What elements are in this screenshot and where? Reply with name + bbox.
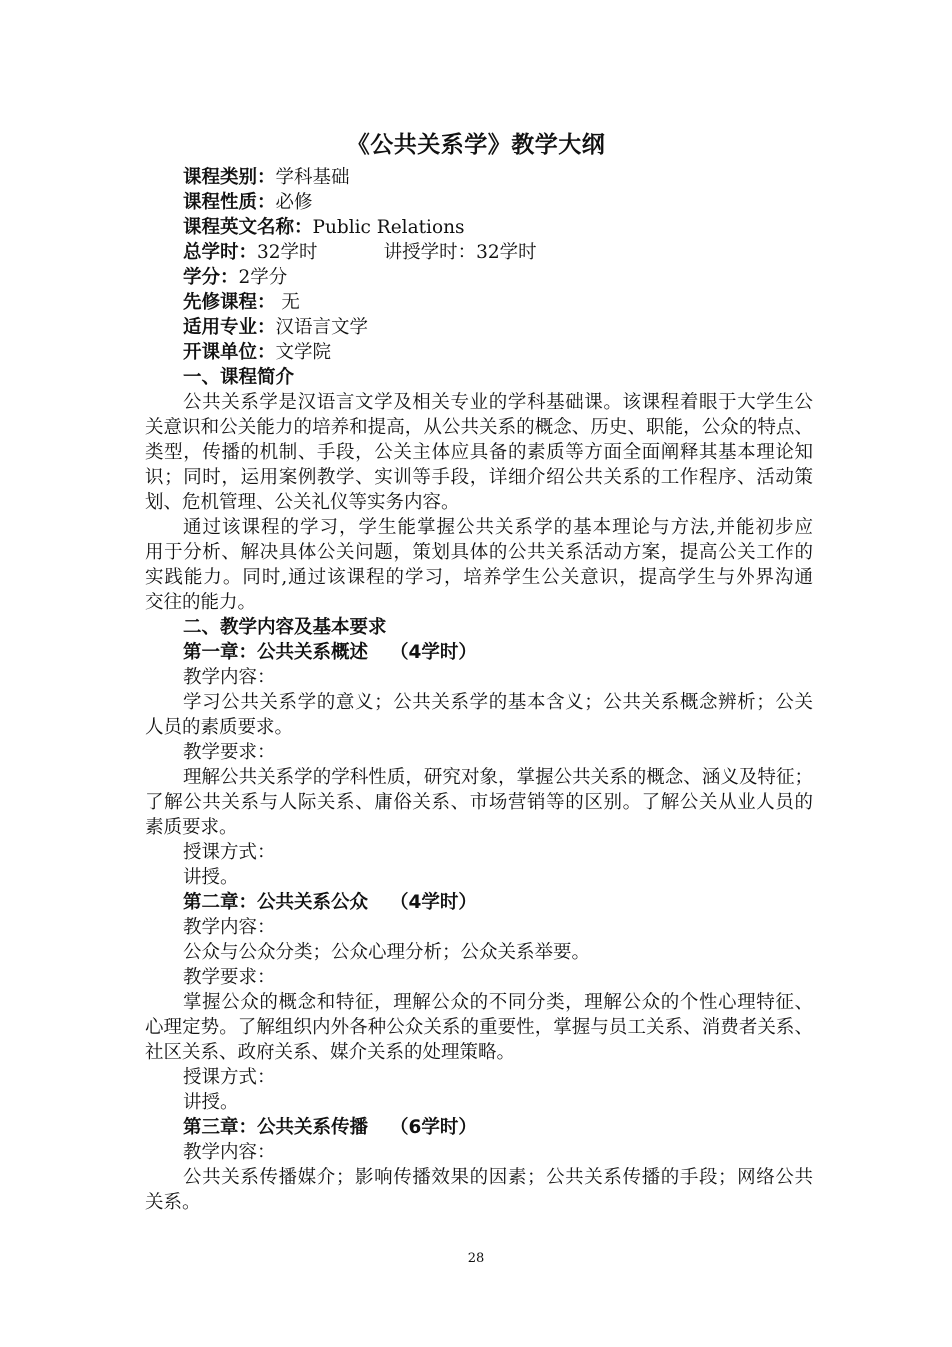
paragraph-line: 关系。 <box>145 1192 201 1213</box>
paragraph-line: 心理定势。了解组织内外各种公众关系的重要性，掌握与员工关系、消费者关系、 <box>145 1017 813 1038</box>
chapter-1-title: 第一章：公共关系概述 <box>183 642 369 663</box>
course-credits <box>183 265 813 290</box>
course-hours <box>183 240 813 265</box>
chapter-3-heading <box>183 1115 813 1140</box>
english-label: 课程英文名称： <box>183 217 313 238</box>
paragraph-line: 社区关系、政府关系、媒介关系的处理策略。 <box>145 1042 516 1063</box>
total-hours-value: 32学时 <box>257 242 318 263</box>
category-value: 学科基础 <box>275 167 350 188</box>
chapter-1-content-label: 教学内容： <box>183 667 276 688</box>
credits-label: 学分： <box>183 267 239 288</box>
total-hours-label: 总学时： <box>183 242 258 263</box>
category-label: 课程类别： <box>183 167 276 188</box>
prereq-value: 无 <box>275 292 300 313</box>
nature-label: 课程性质： <box>183 192 276 213</box>
chapter-2-method: 讲授。 <box>183 1092 239 1113</box>
chapter-2-req-label: 教学要求： <box>183 967 276 988</box>
chapter-3-title: 第三章：公共关系传播 <box>183 1117 369 1138</box>
chapter-1-method-label: 授课方式： <box>183 842 276 863</box>
page-number: 28 <box>467 1251 485 1266</box>
course-category <box>183 165 813 190</box>
paragraph-line: 交往的能力。 <box>145 592 257 613</box>
paragraph-line: 公共关系传播媒介；影响传播效果的因素；公共关系传播的手段；网络公共 <box>183 1167 813 1188</box>
major-value: 汉语言文学 <box>275 317 369 338</box>
paragraph-line: 关意识和公关能力的培养和提高，从公共关系的概念、历史、职能，公众的特点、 <box>145 417 813 438</box>
course-english-name <box>183 215 813 240</box>
prereq-label: 先修课程： <box>183 292 276 313</box>
chapter-2-title: 第二章：公共关系公众 <box>183 892 369 913</box>
paragraph-line: 素质要求。 <box>145 817 238 838</box>
course-department <box>183 340 813 365</box>
dept-value: 文学院 <box>275 342 332 363</box>
chapter-1-hours: （4学时） <box>390 642 477 663</box>
chapter-2-hours: （4学时） <box>390 892 477 913</box>
chapter-2-content: 公众与公众分类；公众心理分析；公众关系举要。 <box>183 942 591 963</box>
lecture-hours-value: 32学时 <box>476 242 537 263</box>
credits-value: 2学分 <box>238 267 288 288</box>
lecture-hours-label: 讲授学时： <box>383 242 477 263</box>
course-prerequisite <box>183 290 813 315</box>
paragraph-line: 人员的素质要求。 <box>145 717 294 738</box>
chapter-1-heading <box>183 640 813 665</box>
paragraph-line: 用于分析、解决具体公关问题，策划具体的公共关系活动方案，提高公关工作的 <box>145 542 813 563</box>
chapter-1-req-label: 教学要求： <box>183 742 276 763</box>
chapter-2-method-label: 授课方式： <box>183 1067 276 1088</box>
document-title: 《公共关系学》教学大纲 <box>346 132 606 158</box>
paragraph-line: 了解公共关系与人际关系、庸俗关系、市场营销等的区别。了解公关从业人员的 <box>145 792 813 813</box>
course-major <box>183 315 813 340</box>
chapter-2-heading <box>183 890 813 915</box>
paragraph-line: 通过该课程的学习，学生能掌握公共关系学的基本理论与方法,并能初步应 <box>183 517 813 538</box>
major-label: 适用专业： <box>183 317 276 338</box>
paragraph-line: 公共关系学是汉语言文学及相关专业的学科基础课。该课程着眼于大学生公 <box>183 392 813 413</box>
paragraph-line: 理解公共关系学的学科性质，研究对象，掌握公共关系的概念、涵义及特征； <box>183 767 813 788</box>
chapter-2-content-label: 教学内容： <box>183 917 276 938</box>
paragraph-line: 学习公共关系学的意义；公共关系学的基本含义；公共关系概念辨析；公关 <box>183 692 813 713</box>
english-value: Public Relations <box>312 217 465 238</box>
section-heading-intro: 一、课程简介 <box>183 367 295 388</box>
paragraph-line: 类型，传播的机制、手段，公关主体应具备的素质等方面全面阐释其基本理论知 <box>145 442 813 463</box>
paragraph-line: 实践能力。同时,通过该课程的学习，培养学生公关意识，提高学生与外界沟通 <box>145 567 813 588</box>
chapter-1-method: 讲授。 <box>183 867 239 888</box>
chapter-3-content-label: 教学内容： <box>183 1142 276 1163</box>
paragraph-line: 划、危机管理、公关礼仪等实务内容。 <box>145 492 460 513</box>
dept-label: 开课单位： <box>183 342 276 363</box>
section-heading-content: 二、教学内容及基本要求 <box>183 617 387 638</box>
paragraph-line: 掌握公众的概念和特征，理解公众的不同分类，理解公众的个性心理特征、 <box>183 992 813 1013</box>
paragraph-line: 识；同时，运用案例教学、实训等手段，详细介绍公共关系的工作程序、活动策 <box>145 467 813 488</box>
chapter-3-hours: （6学时） <box>390 1117 477 1138</box>
nature-value: 必修 <box>275 192 313 213</box>
course-nature <box>183 190 813 215</box>
